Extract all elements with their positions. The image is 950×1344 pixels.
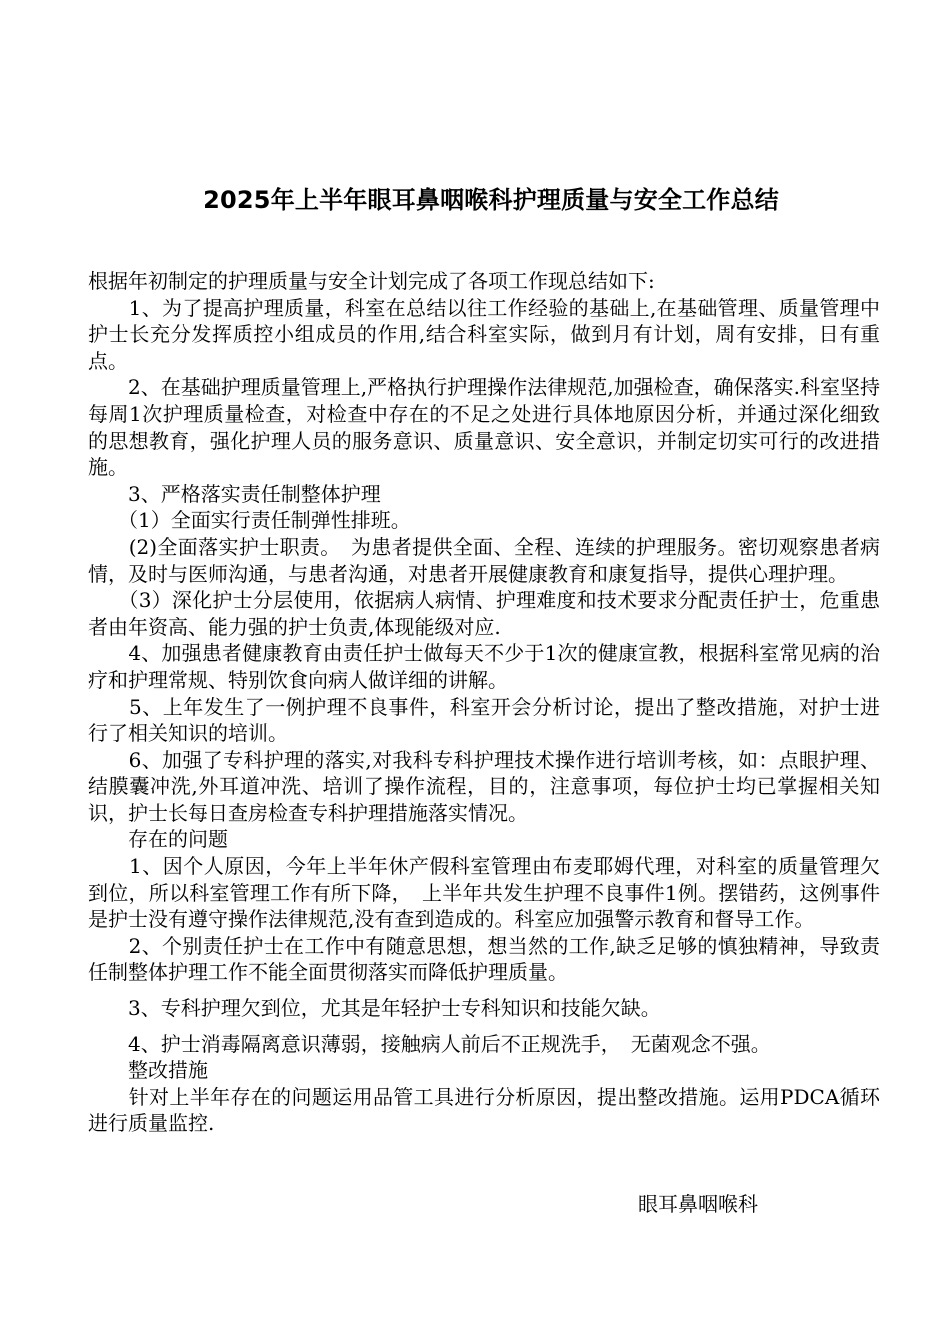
problem-2-paragraph: 2、个别责任护士在工作中有随意思想，想当然的工作,缺乏足够的慎独精神，导致责任制整体护理工作不能全面贯彻落实而降低护理质量。 xyxy=(88,933,880,985)
item-4-paragraph: 4、加强患者健康教育由责任护士做每天不少于1次的健康宣教，根据科室常见病的治疗和护理常规、特别饮食向病人做详细的讲解。 xyxy=(88,641,880,692)
department-signature: 眼耳鼻咽喉科 xyxy=(638,1192,758,1216)
item-2-paragraph: 2、在基础护理质量管理上,严格执行护理操作法律规范,加强检查，确保落实.科室坚持每周1次护理质量检查，对检查中存在的不足之处进行具体地原因分析，并通过深化细致的思想教育，强化护理人员的服务意识、质量意识、安全意识，并制定切实可行的改进措施。 xyxy=(88,375,880,480)
intro-paragraph: 根据年初制定的护理质量与安全计划完成了各项工作现总结如下: xyxy=(88,269,655,293)
problem-3-paragraph: 3、专科护理欠到位，尤其是年轻护士专科知识和技能欠缺。 xyxy=(88,996,661,1021)
item-3-sub-2: (2)全面落实护士职责。 为患者提供全面、全程、连续的护理服务。密切观察患者病情，及时与医师沟通，与患者沟通，对患者开展健康教育和康复指导，提供心理护理。 xyxy=(88,534,880,586)
measures-paragraph: 针对上半年存在的问题运用品管工具进行分析原因，提出整改措施。运用PDCA循环进行质量监控. xyxy=(88,1084,880,1136)
document-title: 2025年上半年眼耳鼻咽喉科护理质量与安全工作总结 xyxy=(203,186,779,214)
document-body xyxy=(88,268,880,1137)
item-3-heading: 3、严格落实责任制整体护理 xyxy=(88,481,381,506)
item-3-sub-1: （1）全面实行责任制弹性排班。 xyxy=(88,508,411,533)
item-1-paragraph: 1、为了提高护理质量，科室在总结以往工作经验的基础上,在基础管理、质量管理中护士长充分发挥质控小组成员的作用,结合科室实际，做到月有计划，周有安排，日有重点。 xyxy=(88,295,880,373)
item-5-paragraph: 5、上年发生了一例护理不良事件，科室开会分析讨论，提出了整改措施，对护士进行了相关知识的培训。 xyxy=(88,694,880,746)
problem-1-paragraph: 1、因个人原因，今年上半年休产假科室管理由布麦耶姆代理，对科室的质量管理欠到位，所以科室管理工作有所下降， 上半年共发生护理不良事件1例。摆错药，这例事件是护士没有遵守操作法律规范,没有查到造成的。科室应加强警示教育和督导工作。 xyxy=(88,854,880,932)
problems-heading: 存在的问题 xyxy=(88,827,228,852)
problem-4-paragraph: 4、护士消毒隔离意识薄弱，接触病人前后不正规洗手， 无菌观念不强。 xyxy=(88,1031,771,1056)
item-3-sub-3: （3）深化护士分层使用，依据病人病情、护理难度和技术要求分配责任护士，危重患者由年资高、能力强的护士负责,体现能级对应. xyxy=(88,588,880,639)
measures-heading: 整改措施 xyxy=(88,1058,208,1083)
item-6-paragraph: 6、加强了专科护理的落实,对我科专科护理技术操作进行培训考核，如：点眼护理、结膜囊冲洗,外耳道冲洗、培训了操作流程，目的，注意事项，每位护士均已掌握相关知识，护士长每日查房检查专科护理措施落实情况。 xyxy=(88,747,880,825)
